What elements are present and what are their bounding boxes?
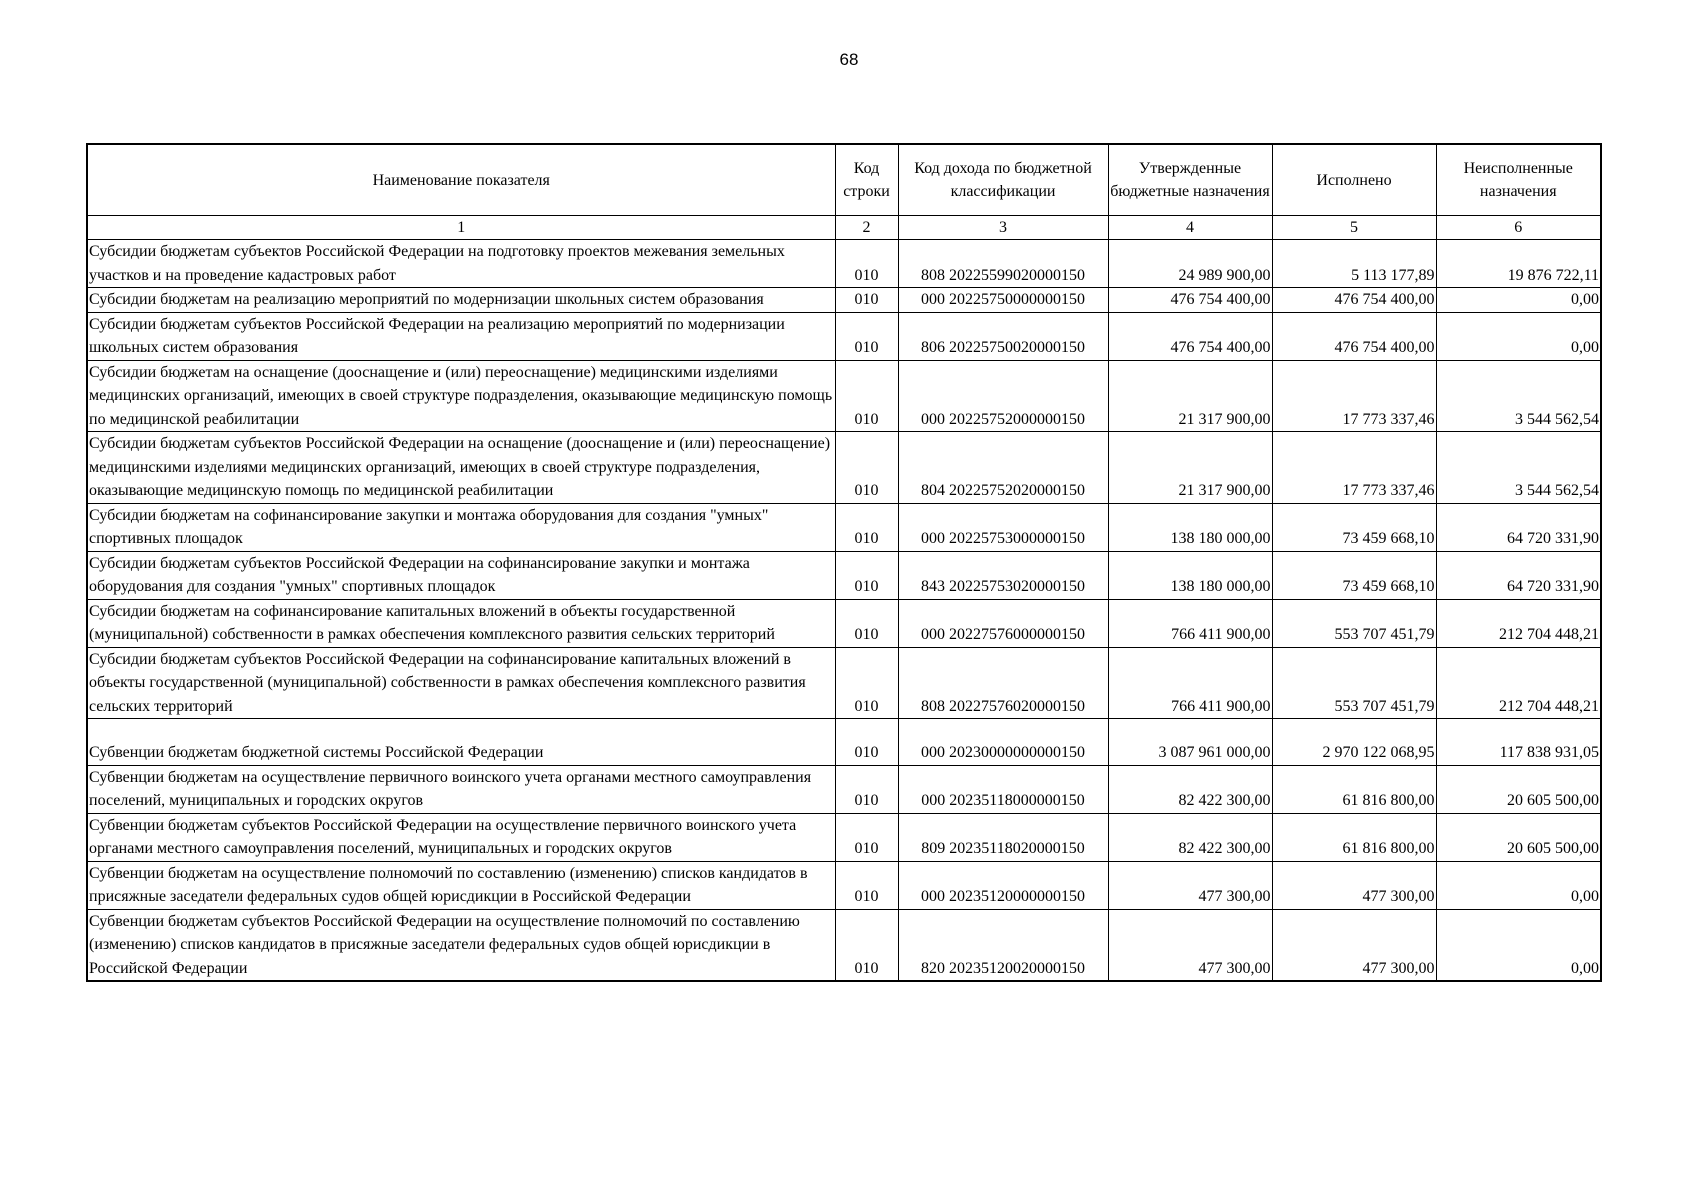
unexecuted-amount-cell: 0,00 — [1436, 861, 1601, 909]
executed-amount-cell: 476 754 400,00 — [1272, 288, 1436, 313]
table-row — [87, 360, 1601, 432]
approved-amount-cell: 21 317 900,00 — [1108, 432, 1272, 504]
approved-amount-cell: 477 300,00 — [1108, 861, 1272, 909]
row-name-cell: Субсидии бюджетам на реализацию мероприятий по модернизации школьных систем образования — [87, 288, 835, 313]
executed-amount-cell: 5 113 177,89 — [1272, 240, 1436, 288]
table-body — [87, 216, 1601, 982]
executed-amount-cell: 553 707 451,79 — [1272, 599, 1436, 647]
header-row-code: Код строки — [835, 144, 898, 216]
column-number: 4 — [1108, 216, 1272, 240]
row-code-cell: 010 — [835, 647, 898, 719]
budget-report-table — [86, 143, 1602, 982]
row-name-cell: Субсидии бюджетам субъектов Российской Федерации на подготовку проектов межевания земельных участков и на проведение кадастровых работ — [87, 240, 835, 288]
approved-amount-cell: 138 180 000,00 — [1108, 503, 1272, 551]
column-number: 6 — [1436, 216, 1601, 240]
approved-amount-cell: 766 411 900,00 — [1108, 599, 1272, 647]
executed-amount-cell: 17 773 337,46 — [1272, 432, 1436, 504]
unexecuted-amount-cell: 3 544 562,54 — [1436, 432, 1601, 504]
table-row — [87, 551, 1601, 599]
classification-code-cell: 808 20227576020000150 — [898, 647, 1108, 719]
row-code-cell: 010 — [835, 288, 898, 313]
unexecuted-amount-cell: 0,00 — [1436, 909, 1601, 981]
header-row — [87, 144, 1601, 216]
column-number: 3 — [898, 216, 1108, 240]
row-code-cell: 010 — [835, 765, 898, 813]
table-row — [87, 909, 1601, 981]
row-name-cell: Субсидии бюджетам субъектов Российской Федерации на реализацию мероприятий по модернизации школьных систем образования — [87, 312, 835, 360]
approved-amount-cell: 3 087 961 000,00 — [1108, 719, 1272, 766]
row-code-cell: 010 — [835, 551, 898, 599]
column-number: 1 — [87, 216, 835, 240]
table-row — [87, 503, 1601, 551]
executed-amount-cell: 477 300,00 — [1272, 861, 1436, 909]
unexecuted-amount-cell: 64 720 331,90 — [1436, 503, 1601, 551]
column-number: 5 — [1272, 216, 1436, 240]
approved-amount-cell: 82 422 300,00 — [1108, 765, 1272, 813]
row-code-cell: 010 — [835, 813, 898, 861]
header-indicator-name: Наименование показателя — [87, 144, 835, 216]
row-code-cell: 010 — [835, 503, 898, 551]
row-code-cell: 010 — [835, 432, 898, 504]
approved-amount-cell: 24 989 900,00 — [1108, 240, 1272, 288]
approved-amount-cell: 82 422 300,00 — [1108, 813, 1272, 861]
table-row — [87, 813, 1601, 861]
classification-code-cell: 000 20225752000000150 — [898, 360, 1108, 432]
table-row — [87, 240, 1601, 288]
row-code-cell: 010 — [835, 240, 898, 288]
table-row — [87, 288, 1601, 313]
unexecuted-amount-cell: 64 720 331,90 — [1436, 551, 1601, 599]
row-code-cell: 010 — [835, 360, 898, 432]
row-name-cell: Субсидии бюджетам на софинансирование закупки и монтажа оборудования для создания "умных" спортивных площадок — [87, 503, 835, 551]
unexecuted-amount-cell: 212 704 448,21 — [1436, 647, 1601, 719]
classification-code-cell: 000 20230000000000150 — [898, 719, 1108, 766]
classification-code-cell: 000 20227576000000150 — [898, 599, 1108, 647]
executed-amount-cell: 73 459 668,10 — [1272, 551, 1436, 599]
classification-code-cell: 843 20225753020000150 — [898, 551, 1108, 599]
executed-amount-cell: 73 459 668,10 — [1272, 503, 1436, 551]
unexecuted-amount-cell: 3 544 562,54 — [1436, 360, 1601, 432]
executed-amount-cell: 553 707 451,79 — [1272, 647, 1436, 719]
column-number: 2 — [835, 216, 898, 240]
header-approved: Утвержденные бюджетные назначения — [1108, 144, 1272, 216]
unexecuted-amount-cell: 20 605 500,00 — [1436, 813, 1601, 861]
classification-code-cell: 000 20225750000000150 — [898, 288, 1108, 313]
table-row — [87, 312, 1601, 360]
approved-amount-cell: 138 180 000,00 — [1108, 551, 1272, 599]
unexecuted-amount-cell: 117 838 931,05 — [1436, 719, 1601, 766]
row-name-cell: Субсидии бюджетам на софинансирование капитальных вложений в объекты государственной (муниципальной) собственности в рамках обеспечения комплексного развития сельских территорий — [87, 599, 835, 647]
table-row — [87, 432, 1601, 504]
classification-code-cell: 000 20235118000000150 — [898, 765, 1108, 813]
row-code-cell: 010 — [835, 312, 898, 360]
approved-amount-cell: 476 754 400,00 — [1108, 288, 1272, 313]
row-name-cell: Субвенции бюджетам субъектов Российской Федерации на осуществление полномочий по составлению (изменению) списков кандидатов в присяжные заседатели федеральных судов общей юрисдикции в Российской Федерации — [87, 909, 835, 981]
table-row — [87, 599, 1601, 647]
table-row — [87, 765, 1601, 813]
approved-amount-cell: 21 317 900,00 — [1108, 360, 1272, 432]
header-income-code: Код дохода по бюджетной классификации — [898, 144, 1108, 216]
executed-amount-cell: 17 773 337,46 — [1272, 360, 1436, 432]
header-executed: Исполнено — [1272, 144, 1436, 216]
row-code-cell: 010 — [835, 599, 898, 647]
classification-code-cell: 000 20235120000000150 — [898, 861, 1108, 909]
row-name-cell: Субсидии бюджетам субъектов Российской Федерации на софинансирование закупки и монтажа оборудования для создания "умных" спортивных площадок — [87, 551, 835, 599]
approved-amount-cell: 476 754 400,00 — [1108, 312, 1272, 360]
page-number: 68 — [839, 50, 859, 69]
unexecuted-amount-cell: 0,00 — [1436, 288, 1601, 313]
executed-amount-cell: 476 754 400,00 — [1272, 312, 1436, 360]
row-code-cell: 010 — [835, 909, 898, 981]
classification-code-cell: 000 20225753000000150 — [898, 503, 1108, 551]
approved-amount-cell: 477 300,00 — [1108, 909, 1272, 981]
executed-amount-cell: 477 300,00 — [1272, 909, 1436, 981]
table-row — [87, 647, 1601, 719]
executed-amount-cell: 2 970 122 068,95 — [1272, 719, 1436, 766]
classification-code-cell: 809 20235118020000150 — [898, 813, 1108, 861]
row-name-cell: Субсидии бюджетам субъектов Российской Федерации на оснащение (дооснащение и (или) переоснащение) медицинскими изделиями медицинских организаций, имеющих в своей структуре подразделения, оказывающие медицинскую помощь по медицинской реабилитации — [87, 432, 835, 504]
column-number-row — [87, 216, 1601, 240]
row-name-cell: Субсидии бюджетам на оснащение (дооснащение и (или) переоснащение) медицинскими изделиями медицинских организаций, имеющих в своей структуре подразделения, оказывающие медицинскую помощь по медицинской реабилитации — [87, 360, 835, 432]
row-name-cell: Субвенции бюджетам субъектов Российской Федерации на осуществление первичного воинского учета органами местного самоуправления поселений, муниципальных и городских округов — [87, 813, 835, 861]
table-row — [87, 861, 1601, 909]
executed-amount-cell: 61 816 800,00 — [1272, 813, 1436, 861]
classification-code-cell: 804 20225752020000150 — [898, 432, 1108, 504]
approved-amount-cell: 766 411 900,00 — [1108, 647, 1272, 719]
classification-code-cell: 808 20225599020000150 — [898, 240, 1108, 288]
unexecuted-amount-cell: 212 704 448,21 — [1436, 599, 1601, 647]
unexecuted-amount-cell: 19 876 722,11 — [1436, 240, 1601, 288]
row-name-cell: Субвенции бюджетам на осуществление полномочий по составлению (изменению) списков кандидатов в присяжные заседатели федеральных судов общей юрисдикции в Российской Федерации — [87, 861, 835, 909]
row-name-cell: Субсидии бюджетам субъектов Российской Федерации на софинансирование капитальных вложений в объекты государственной (муниципальной) собственности в рамках обеспечения комплексного развития сельских территорий — [87, 647, 835, 719]
header-unexecuted: Неисполненные назначения — [1436, 144, 1601, 216]
row-name-cell: Субвенции бюджетам на осуществление первичного воинского учета органами местного самоуправления поселений, муниципальных и городских округов — [87, 765, 835, 813]
unexecuted-amount-cell: 0,00 — [1436, 312, 1601, 360]
row-name-cell: Субвенции бюджетам бюджетной системы Российской Федерации — [87, 719, 835, 766]
row-code-cell: 010 — [835, 861, 898, 909]
unexecuted-amount-cell: 20 605 500,00 — [1436, 765, 1601, 813]
row-code-cell: 010 — [835, 719, 898, 766]
classification-code-cell: 806 20225750020000150 — [898, 312, 1108, 360]
classification-code-cell: 820 20235120020000150 — [898, 909, 1108, 981]
table-row — [87, 719, 1601, 766]
executed-amount-cell: 61 816 800,00 — [1272, 765, 1436, 813]
